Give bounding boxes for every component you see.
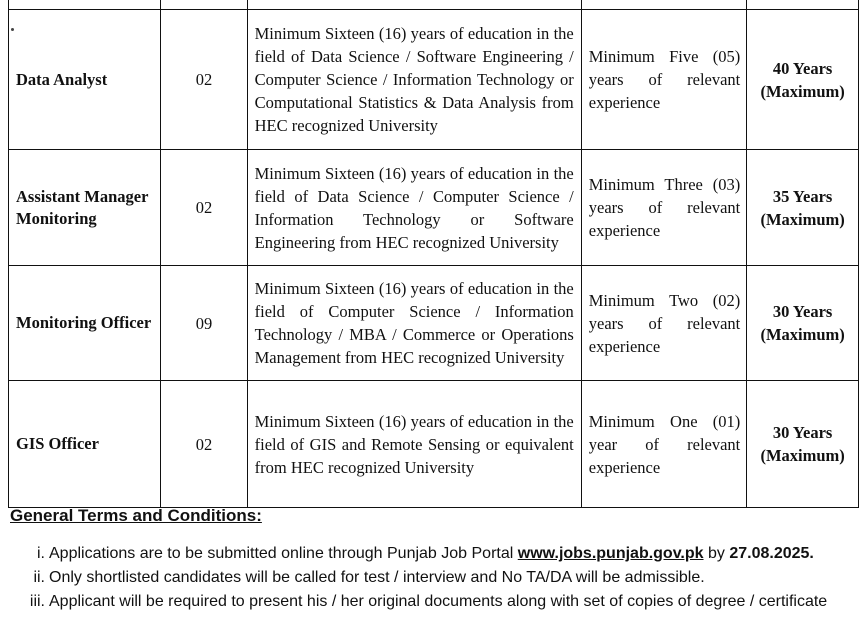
position-title: Data Analyst (9, 10, 161, 150)
item-text-before: Applications are to be submitted online through Punjab Job Portal (49, 545, 514, 562)
age-limit-cell (747, 150, 859, 266)
item-text-middle: by (707, 545, 725, 562)
age-limit-cell (747, 10, 859, 150)
age-limit-note: (Maximum) (760, 325, 845, 344)
item-text: Only shortlisted candidates will be called for test / interview and No TA/DA will be admissible. (49, 569, 705, 586)
positions-table (8, 0, 859, 508)
terms-list (8, 542, 858, 614)
age-limit-note: (Maximum) (760, 446, 845, 465)
age-limit-cell (747, 381, 859, 508)
experience-cell (581, 150, 747, 266)
position-count: 02 (161, 10, 247, 150)
deadline-date: 27.08.2025. (729, 545, 814, 562)
experience-text: Minimum Two (02) years of relevant experience (588, 290, 741, 356)
list-item (8, 542, 858, 566)
item-number: i. (37, 545, 45, 562)
age-limit-note: (Maximum) (760, 81, 845, 101)
position-title: Assistant Manager Monitoring (9, 150, 161, 266)
education-text: Minimum Sixteen (16) years of education in the field of GIS and Remote Sensing or equivalent from HEC recognized University (254, 411, 574, 477)
experience-cell (581, 381, 747, 508)
education-cell (247, 150, 581, 266)
education-text: Minimum Sixteen (16) years of education in the field of Computer Science / Information Technology / MBA / Commerce or Operations Management from HEC recognized University (254, 279, 574, 367)
position-count: 02 (161, 150, 247, 266)
item-number: ii. (33, 569, 45, 586)
item-text (49, 542, 814, 566)
experience-text: Minimum Three (03) years of relevant experience (588, 175, 741, 240)
position-count: 02 (161, 381, 247, 508)
item-number: iii. (29, 593, 45, 610)
age-limit-value: 35 Years (772, 186, 833, 206)
education-cell (247, 381, 581, 508)
age-limit-value: 30 Years (772, 302, 833, 321)
list-item (8, 566, 858, 590)
education-cell (247, 266, 581, 381)
table-row (9, 381, 859, 508)
terms-section (8, 506, 858, 614)
position-title: Monitoring Officer (9, 266, 161, 381)
education-text: Minimum Sixteen (16) years of education in the field of Data Science / Software Engineering / Computer Science / Information Technology or Computational Statistics & Data Analysis from HEC recognized University (254, 24, 574, 135)
experience-cell (581, 266, 747, 381)
terms-heading: General Terms and Conditions: (10, 506, 262, 525)
table-row (9, 266, 859, 381)
education-text: Minimum Sixteen (16) years of education in the field of Data Science / Computer Science / Information Technology or Software Engineering from HEC recognized University (254, 163, 574, 252)
age-limit-value: 40 Years (772, 58, 833, 78)
list-item (8, 590, 858, 614)
position-title: GIS Officer (9, 381, 161, 508)
age-limit-value: 30 Years (772, 423, 833, 442)
item-text: Applicant will be required to present his / her original documents along with set of copies of degree / certificate (49, 593, 828, 610)
experience-text: Minimum One (01) year of relevant experience (588, 411, 741, 477)
experience-cell (581, 10, 747, 150)
table-row (9, 10, 859, 150)
age-limit-note: (Maximum) (760, 209, 845, 229)
previous-row-bottom (9, 0, 859, 10)
experience-text: Minimum Five (05) years of relevant experience (588, 47, 741, 112)
job-portal-link[interactable]: www.jobs.punjab.gov.pk (517, 545, 704, 562)
table-row (9, 150, 859, 266)
age-limit-cell (747, 266, 859, 381)
education-cell (247, 10, 581, 150)
position-count: 09 (161, 266, 247, 381)
